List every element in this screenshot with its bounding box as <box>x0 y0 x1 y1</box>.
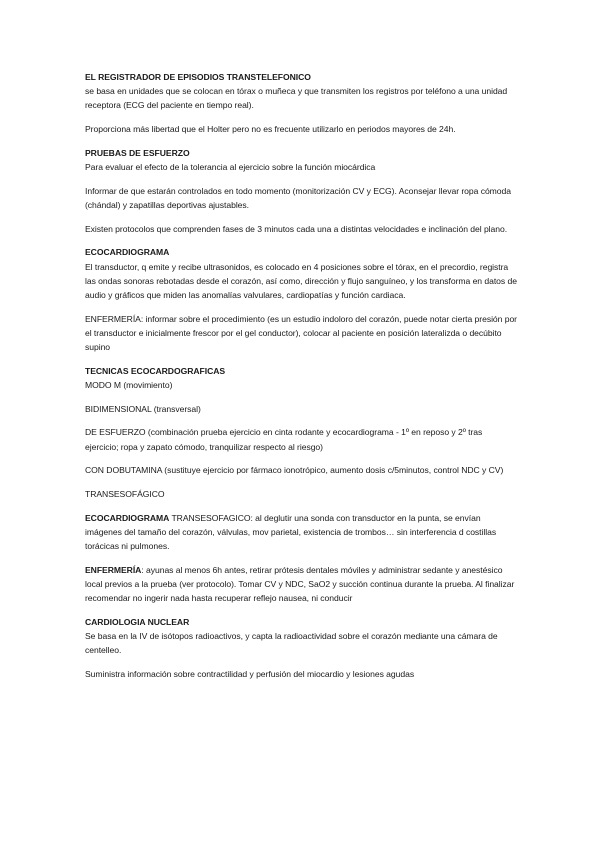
heading-tecnicas: TECNICAS ECOCARDOGRAFICAS <box>85 365 226 376</box>
paragraph-esfuerzo-1: Para evaluar el efecto de la tolerancia al ejercicio sobre la función miocárdica <box>85 162 376 173</box>
paragraph-registrador-1: se basa en unidades que se colocan en tórax o muñeca y que transmiten los registros por teléfono a una unidad receptora (ECG del paciente en tiempo real). <box>85 86 508 111</box>
paragraph-tecnicas-eco-transesofagico <box>85 511 517 554</box>
paragraph-tecnicas-bidimensional: BIDIMENSIONAL (transversal) <box>85 403 201 414</box>
heading-pruebas-esfuerzo: PRUEBAS DE ESFUERZO <box>85 147 190 158</box>
paragraph-tecnicas-dobutamina: CON DOBUTAMINA (sustituye ejercicio por fármaco ionotrópico, aumento dosis c/5minutos, control NDC y CV) <box>85 465 504 476</box>
paragraph-tecnicas-transesofagico: TRANSESOFÁGICO <box>85 488 165 499</box>
bold-term-enfermeria: ENFERMERÍA <box>85 564 142 575</box>
paragraph-esfuerzo-2: Informar de que estarán controlados en todo momento (monitorización CV y ECG). Aconsejar llevar ropa cómoda (chándal) y zapatillas deportivas ajustables. <box>85 185 511 210</box>
heading-registrador: EL REGISTRADOR DE EPISODIOS TRANSTELEFONICO <box>85 72 311 82</box>
heading-cardiologia-nuclear: CARDIOLOGIA NUCLEAR <box>85 616 190 627</box>
text-eco-transesofagico: TRANSESOFAGICO: al deglutir una sonda con transductor en la punta, se envían imágenes del tamaño del corazón, válvulas, mov parietal, existencia de trombos… sin interferencia d costillas torácicas ni pulmones. <box>85 512 497 552</box>
paragraph-nuclear-2: Suministra información sobre contractilidad y perfusión del miocardio y lesiones agudas <box>85 669 415 679</box>
paragraph-registrador-2: Proporciona más libertad que el Holter pero no es frecuente utilizarlo en periodos mayores de 24h. <box>85 124 456 135</box>
paragraph-ecocardiograma-1: El transductor, q emite y recibe ultrasonidos, es colocado en 4 posiciones sobre el tórax, en el precordio, registra las ondas sonoras rebotadas desde el corazón, así como, dirección y flujo sanguíneo, y los transforma en datos de audio y gráficos que miden las anomalías valvulares, cardiopatías y función cardiaca. <box>85 261 517 300</box>
paragraph-tecnicas-modo-m: MODO M (movimiento) <box>85 379 173 390</box>
paragraph-tecnicas-enfermeria <box>85 563 517 606</box>
document-body <box>85 70 517 691</box>
paragraph-nuclear-1: Se basa en la IV de isótopos radioactivos, y capta la radioactividad sobre el corazón mediante una cámara de centelleo. <box>85 631 498 656</box>
heading-ecocardiograma: ECOCARDIOGRAMA <box>85 247 170 258</box>
paragraph-esfuerzo-3: Existen protocolos que comprenden fases de 3 minutos cada una a distintas velocidades e inclinación del plano. <box>85 223 508 234</box>
paragraph-ecocardiograma-2: ENFERMERÍA: informar sobre el procedimiento (es un estudio indoloro del corazón, puede notar cierta presión por el transductor e inicialmente frescor por el gel conductor), colocar al paciente en posición lateralizda o decúbito supino <box>85 313 517 353</box>
text-enfermeria: : ayunas al menos 6h antes, retirar prótesis dentales móviles y administrar sedante y anestésico local previos a la prueba (ver protocolo). Tomar CV y NDC, SaO2 y succión continua durante la prueba. Al finalizar recomendar no ingerir nada hasta recuperar reflejo nausea, ni conducir <box>85 564 515 604</box>
paragraph-tecnicas-esfuerzo: DE ESFUERZO (combinación prueba ejercicio en cinta rodante y ecocardiograma - 1º en reposo y 2º tras ejercicio; ropa y zapato cómodo, tranquilizar respecto al riesgo) <box>85 427 483 452</box>
bold-term-ecocardiograma: ECOCARDIOGRAMA <box>85 512 170 523</box>
